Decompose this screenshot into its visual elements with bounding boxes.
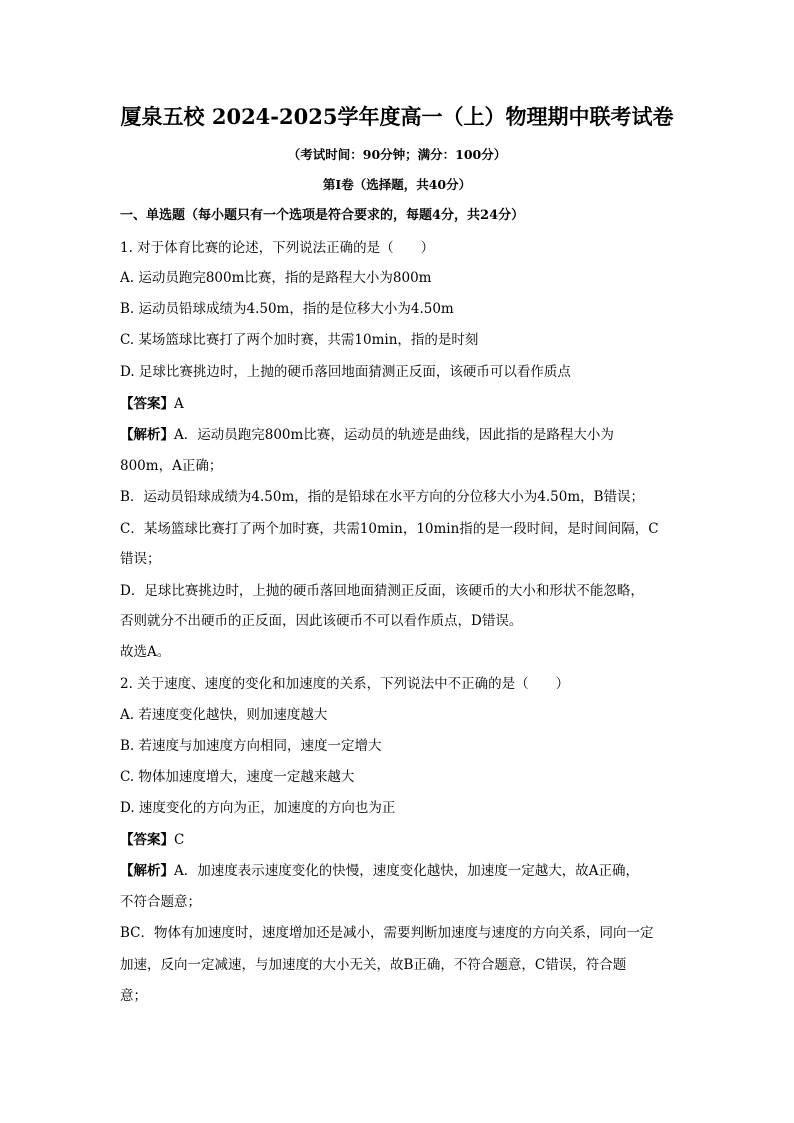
exam-title: 厦泉五校 2024-2025学年度高一（上）物理期中联考试卷 [120,104,674,129]
section-title: 一、单选题（每小题只有一个选项是符合要求的，每题4分，共24分） [120,208,525,223]
q1-option-b: B. 运动员铅球成绩为4.50m，指的是位移大小为4.50m [120,301,454,317]
q2-analysis-line: BC．物体有加速度时，速度增加还是减小，需要判断加速度与速度的方向关系，同向一定 [120,925,654,941]
q2-option-a: A. 若速度变化越快，则加速度越大 [120,707,328,723]
q1-analysis-line: B．运动员铅球成绩为4.50m，指的是铅球在水平方向的分位移大小为4.50m，B错误； [120,489,645,505]
q2-option-d: D. 速度变化的方向为正，加速度的方向也为正 [120,800,396,816]
q1-analysis-line: C．某场篮球比赛打了两个加时赛，共需10min，10min指的是一段时间，是时间间隔，C [120,521,659,537]
q1-answer [120,394,184,414]
q1-analysis-line: 错误； [120,551,161,567]
q2-analysis-line [120,861,639,881]
q1-answer-label: 【答案】 [120,396,174,412]
q2-answer [120,830,184,850]
q2-analysis-line: 意； [120,988,147,1004]
q2-stem: 2. 关于速度、速度的变化和加速度的关系，下列说法中不正确的是（ ） [120,676,570,692]
q1-answer-value: A [174,396,184,412]
q1-stem: 1. 对于体育比赛的论述，下列说法正确的是（ ） [120,240,435,256]
q1-option-c: C. 某场篮球比赛打了两个加时赛，共需10min，指的是时刻 [120,332,479,348]
q1-option-d: D. 足球比赛挑边时，上抛的硬币落回地面猜测正反面，该硬币可以看作质点 [120,364,571,380]
q1-analysis-line: 否则就分不出硬币的正反面，因此该硬币不可以看作质点，D错误。 [120,613,523,629]
q2-analysis-line: 不符合题意； [120,894,201,910]
q2-answer-value: C [174,832,185,848]
q2-option-c: C. 物体加速度增大，速度一定越来越大 [120,769,355,785]
q1-analysis-text: A．运动员跑完800m比赛，运动员的轨迹是曲线，因此指的是路程大小为 [174,427,614,443]
q1-analysis-line: 800m，A正确； [120,458,223,474]
q2-analysis-text: A．加速度表示速度变化的快慢，速度变化越快，加速度一定越大，故A正确， [174,863,639,879]
q2-option-b: B. 若速度与加速度方向相同，速度一定增大 [120,738,382,754]
q1-option-a: A. 运动员跑完800m比赛，指的是路程大小为800m [120,270,432,286]
q2-answer-label: 【答案】 [120,832,174,848]
q2-analysis-line: 加速，反向一定减速，与加速度的大小无关，故B正确，不符合题意，C错误，符合题 [120,957,627,973]
q1-conclusion: 故选A。 [120,644,171,660]
q1-analysis-line: D．足球比赛挑边时，上抛的硬币落回地面猜测正反面，该硬币的大小和形状不能忽略， [120,583,644,599]
exam-info: （考试时间：90分钟；满分：100分） [287,147,507,162]
q2-analysis-label: 【解析】 [120,863,174,879]
q1-analysis-line [120,425,614,445]
q1-analysis-label: 【解析】 [120,427,174,443]
part-title: 第Ⅰ卷（选择题，共40分） [322,177,472,192]
